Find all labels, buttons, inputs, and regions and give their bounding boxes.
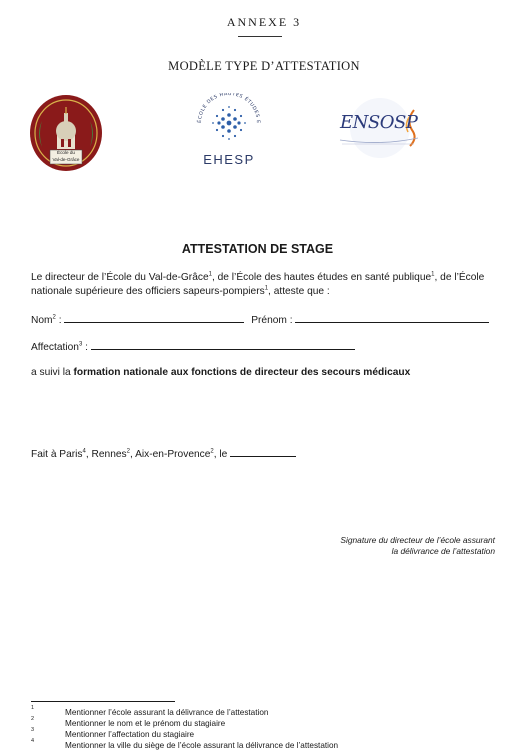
intro-text-4: nationale supérieure des officiers sapeurs-pompiers xyxy=(31,286,265,297)
nom-sup: 2 xyxy=(52,314,56,321)
fait-sup-3: 2 xyxy=(210,448,214,455)
prenom-blank-field[interactable] xyxy=(295,313,489,323)
vdg-logo-line2: Val-de-Grâce xyxy=(52,156,80,162)
ehesp-name: EHESP xyxy=(203,152,255,167)
footnote-3-text: Mentionner l’affectation du stagiaire xyxy=(65,730,195,739)
ehesp-logo xyxy=(192,93,266,153)
intro-sup-2: 1 xyxy=(431,271,435,278)
footnote-2-text: Mentionner le nom et le prénom du stagiaire xyxy=(65,719,226,728)
footnote-1-number: 1 xyxy=(31,705,35,711)
footnote-4-text: Mentionner la ville du siège de l’école assurant la délivrance de l’attestation xyxy=(65,741,339,750)
svg-text:ÉCOLE DES HAUTES ÉTUDES EN SAN xyxy=(192,93,261,124)
footnote-4-number: 4 xyxy=(31,738,35,744)
formation-name: formation nationale aux fonctions de directeur des secours médicaux xyxy=(73,367,411,378)
affectation-sup: 3 xyxy=(78,341,83,348)
footnote-1-text: Mentionner l’école assurant la délivrance de l’attestation xyxy=(65,708,269,717)
fait-a-line xyxy=(31,447,296,460)
nom-label: Nom xyxy=(31,315,53,326)
intro-text-5: , atteste que : xyxy=(268,286,330,297)
nom-blank-field[interactable] xyxy=(64,313,244,323)
intro-text-3: , de l’École xyxy=(434,272,485,283)
model-title: MODÈLE TYPE D’ATTESTATION xyxy=(168,59,360,73)
annexe-underline xyxy=(238,36,282,37)
fait-text-3: , Aix-en-Provence xyxy=(130,449,211,460)
formation-line xyxy=(31,367,410,378)
signature-line-1: Signature du directeur de l’école assurant xyxy=(340,535,495,545)
affectation-label: Affectation xyxy=(31,342,79,353)
signature-line-2: la délivrance de l’attestation xyxy=(391,546,495,556)
footnote-3-number: 3 xyxy=(31,727,35,733)
footnote-2-number: 2 xyxy=(31,716,35,722)
prenom-label: Prénom : xyxy=(251,315,293,326)
intro-line-1 xyxy=(31,271,501,285)
ensosp-name: ENSOSP xyxy=(340,112,418,133)
document-title: ATTESTATION DE STAGE xyxy=(181,242,334,256)
fait-text-4: , le xyxy=(213,449,228,460)
nom-colon: : xyxy=(55,315,62,326)
ensosp-logo xyxy=(330,96,425,160)
val-de-grace-logo xyxy=(28,93,104,173)
fait-text-2: , Rennes xyxy=(85,449,127,460)
footnote-separator xyxy=(31,701,175,702)
fait-sup-2: 2 xyxy=(126,448,130,455)
fait-text-1: Fait à Paris xyxy=(31,449,83,460)
affectation-row xyxy=(31,340,355,353)
date-blank-field[interactable] xyxy=(230,447,296,457)
intro-text-1: Le directeur de l’École du Val-de-Grâce xyxy=(31,272,209,283)
suivi-text: a suivi la xyxy=(31,367,74,378)
ehesp-dots-icon xyxy=(192,93,266,153)
vdg-logo-line1: École du xyxy=(57,150,75,155)
ehesp-arc-text: ÉCOLE DES HAUTES ÉTUDES E xyxy=(197,93,261,124)
signature-caption xyxy=(300,535,495,557)
intro-text-2: , de l’École des hautes études en santé publique xyxy=(211,272,432,283)
intro-sup-3: 1 xyxy=(264,285,269,292)
affectation-blank-field[interactable] xyxy=(91,340,355,350)
intro-line-2 xyxy=(31,285,501,299)
intro-paragraph xyxy=(31,271,501,299)
affectation-colon: : xyxy=(82,342,88,353)
intro-sup-1: 1 xyxy=(208,271,212,278)
annexe-label: ANNEXE 3 xyxy=(226,15,302,29)
fait-sup-1: 4 xyxy=(82,448,86,455)
nom-row xyxy=(31,313,489,326)
